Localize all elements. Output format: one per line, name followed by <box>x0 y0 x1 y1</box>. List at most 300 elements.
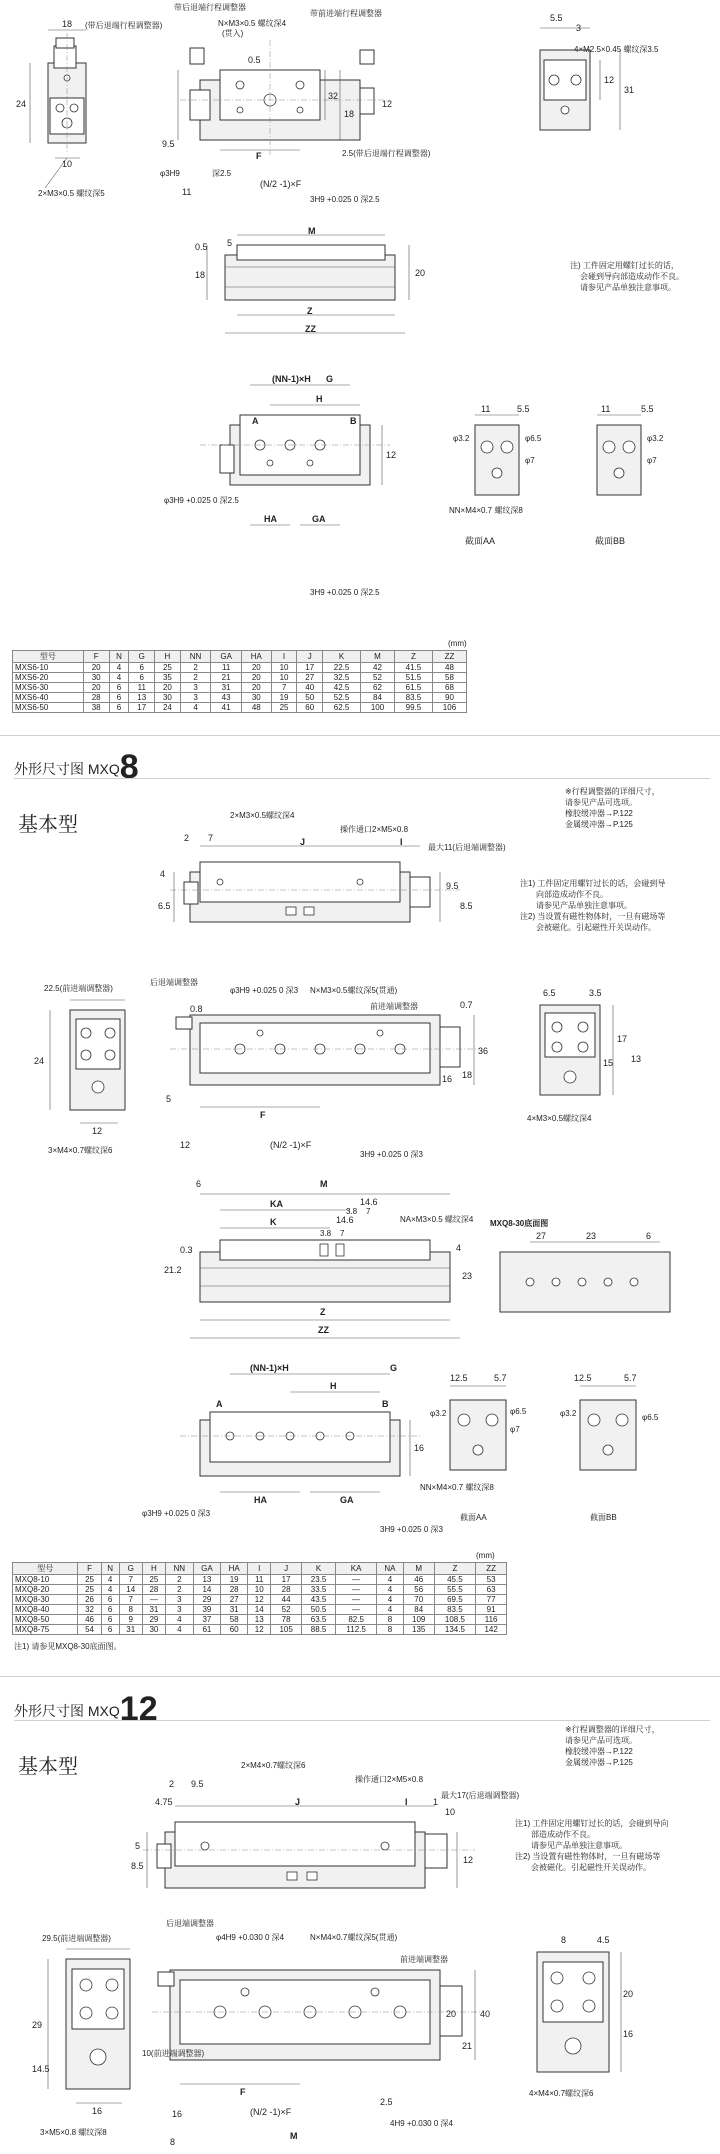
mxq8-30-dim-27a: 27 <box>536 1231 547 1241</box>
mxq8-table-header-row <box>13 1563 507 1575</box>
mxs-table-cell: 100 <box>361 703 395 713</box>
mxq8-table-unit: (mm) <box>476 1551 495 1560</box>
mxs-v5-dim-b: B <box>350 416 357 426</box>
mxq8-bb-d32: φ3.2 <box>560 1409 577 1418</box>
mxs-v2-rear-adjuster: 带后退端行程调整器 <box>174 3 246 12</box>
mxq8-table-cell: 6 <box>101 1605 119 1615</box>
mxs-table-cell: 6 <box>109 693 129 703</box>
mxq8-section-bb-drawing <box>560 1370 670 1530</box>
mxq8-plan-dim-zz: ZZ <box>318 1325 329 1335</box>
mxs-v2-pin-depth: 深2.5 <box>212 169 232 178</box>
mxs-plan-view <box>195 225 435 355</box>
mxq8-lower-dim-a: A <box>216 1399 223 1409</box>
mxq8-table-header-cell: M <box>403 1563 434 1575</box>
mxs-table-row <box>13 703 467 713</box>
mxq12-side-view-drawing <box>30 1935 150 2145</box>
mxq8-top-dim-65: 6.5 <box>158 901 171 911</box>
mxq12-header-rule <box>14 1720 710 1721</box>
mxs-v4-dim-5: 5 <box>227 238 233 248</box>
mxq12-top-dim-12: 12 <box>463 1855 474 1865</box>
mxq8-30-dim-23: 23 <box>586 1231 597 1241</box>
mxs-section-bb-drawing <box>575 405 685 555</box>
mxq8-30-bottom-view <box>490 1220 680 1330</box>
mxq8-plan-view <box>160 1180 480 1350</box>
mxq8-end-dim-65: 6.5 <box>543 988 556 998</box>
mxs-v5-dim-g: G <box>326 374 334 384</box>
mxq8-table-header-cell: I <box>248 1563 271 1575</box>
mxq12-front-dim-f: F <box>240 2087 246 2097</box>
mxq8-table-cell: — <box>336 1595 377 1605</box>
mxs-table-cell: 106 <box>432 703 466 713</box>
mxs-table-cell: 41 <box>211 703 242 713</box>
mxq8-front-front-adj: 前进端调整器 <box>370 1002 418 1011</box>
mxq8-plan-dim-z: Z <box>320 1307 326 1317</box>
mxq12-ref-line-2: 请参见产品可选项。 <box>565 1736 637 1745</box>
mxq8-header-rule <box>14 778 710 779</box>
mxq8-plan-dim-23: 23 <box>462 1271 473 1281</box>
mxs-table-cell: MXS6-10 <box>13 663 84 673</box>
mxq8-table-cell: 8 <box>377 1625 404 1635</box>
mxs-side-view <box>10 8 110 198</box>
mxq8-table-cell: 63 <box>476 1585 507 1595</box>
mxq8-table-cell: 14 <box>193 1585 221 1595</box>
mxq8-table-row <box>13 1625 507 1635</box>
mxq8-lower-dim-ga: GA <box>340 1495 354 1505</box>
mxq8-table-cell: 55.5 <box>434 1585 476 1595</box>
mxs-aa-d7: φ7 <box>525 456 535 465</box>
mxs-table-cell: 17 <box>297 663 323 673</box>
mxs-table-cell: 20 <box>241 673 271 683</box>
mxs-bb-label: 截面BB <box>595 536 626 546</box>
mxq12-note-line-2: 部造成动作不良。 <box>531 1830 595 1839</box>
mxq8-side-dim-12: 12 <box>92 1126 103 1136</box>
mxs-v5-dim-h: H <box>316 394 323 404</box>
mxq8-table-cell: 116 <box>476 1615 507 1625</box>
mxq8-table-cell: 135 <box>403 1625 434 1635</box>
mxq8-plan-dim-7b: 7 <box>340 1229 345 1238</box>
mxs-bb-dim-11: 11 <box>601 404 611 414</box>
mxq8-top-port: 操作通口2×M5×0.8 <box>340 825 409 834</box>
mxq8-note-line-3: 请参见产品单独注意事项。 <box>536 901 632 910</box>
mxs-v2-front-adjuster: 带前进端行程调整器 <box>310 9 382 18</box>
mxs-v1-dim-24: 24 <box>16 99 27 109</box>
mxq8-front-dim-07: 0.7 <box>460 1000 473 1010</box>
mxq8-table-cell: 88.5 <box>301 1625 335 1635</box>
mxq12-ref-line-4: 金属缓冲器→P.125 <box>565 1758 633 1767</box>
mxq12-ref-note <box>565 1726 660 1767</box>
mxq8-plan-dim-212: 21.2 <box>164 1265 182 1275</box>
mxq8-table-cell: 29 <box>142 1615 165 1625</box>
mxq8-front-bottom: 3H9 +0.025 0 深3 <box>360 1150 423 1159</box>
mxs-section-aa <box>445 405 555 555</box>
mxs-table-cell: 58 <box>432 673 466 683</box>
mxs-table-unit: (mm) <box>448 639 467 648</box>
mxq8-30-dim-6: 6 <box>646 1231 652 1241</box>
mxq8-30-bottom-drawing <box>490 1220 680 1330</box>
mxq8-table-cell: 4 <box>377 1585 404 1595</box>
mxq8-ref-line-3: 橡胶缓冲器→P.122 <box>565 809 633 818</box>
mxq8-front-dim-36: 36 <box>478 1046 489 1056</box>
mxq8-table-cell: 26 <box>78 1595 101 1605</box>
mxq8-table-cell: 27 <box>221 1595 248 1605</box>
mxq8-table-cell: 63.5 <box>301 1615 335 1625</box>
mxq8-table-cell: 4 <box>165 1625 193 1635</box>
mxs-table-row <box>13 673 467 683</box>
mxs-table-cell: 22.5 <box>323 663 361 673</box>
mxq8-table-row <box>13 1595 507 1605</box>
mxs-v3-dim-12: 12 <box>604 75 615 85</box>
mxq8-table-cell: 23.5 <box>301 1575 335 1585</box>
mxs-table-row <box>13 683 467 693</box>
mxs-table-cell: 90 <box>432 693 466 703</box>
mxq8-table-header-cell: NN <box>165 1563 193 1575</box>
mxq8-plan-dim-38b: 3.8 <box>320 1229 332 1238</box>
mxq12-front-view <box>142 1919 495 2145</box>
mxq8-table-cell: 69.5 <box>434 1595 476 1605</box>
mxs-aa-d32: φ3.2 <box>453 434 470 443</box>
mxq8-plan-dim-146a: 14.6 <box>360 1197 378 1207</box>
mxq8-table-cell: 91 <box>476 1605 507 1615</box>
mxq8-header-num: 8 <box>119 748 139 786</box>
mxs-table-cell: 38 <box>83 703 109 713</box>
mxq8-table-row <box>13 1575 507 1585</box>
mxq8-table-cell: 4 <box>377 1575 404 1585</box>
mxs-note-line-2: 会碰到导向部造成动作不良。 <box>580 272 684 281</box>
mxs-table-cell: 61.5 <box>394 683 432 693</box>
mxq12-end-dim-16: 16 <box>623 2029 634 2039</box>
mxs-table-cell: 6 <box>109 703 129 713</box>
mxq8-table-cell: 7 <box>119 1595 142 1605</box>
mxs-table-cell: 42 <box>361 663 395 673</box>
mxq12-end-dim-45: 4.5 <box>597 1935 610 1945</box>
mxs-table-cell: MXS6-40 <box>13 693 84 703</box>
mxq8-table-cell: 28 <box>271 1585 302 1595</box>
mxq8-top-dim-4: 4 <box>160 869 166 879</box>
mxq8-front-dim-12: 12 <box>180 1140 191 1150</box>
mxq8-table-header-cell: KA <box>336 1563 377 1575</box>
mxq8-30-bottom-label: MXQ8-30底面图 <box>490 1219 549 1228</box>
mxq8-table-cell: 33.5 <box>301 1585 335 1595</box>
mxq8-table-cell: 105 <box>271 1625 302 1635</box>
mxs-dimension-table <box>12 650 467 713</box>
mxq8-lower-dim-b: B <box>382 1399 389 1409</box>
mxs-v5-dim-ga: GA <box>312 514 326 524</box>
mxq8-table-cell: 58 <box>221 1615 248 1625</box>
mxs-v2-dim-12: 12 <box>382 99 393 109</box>
mxq8-aa-thread: NN×M4×0.7 螺纹深8 <box>420 1483 494 1492</box>
mxq12-front-thread-n: N×M4×0.7螺纹深5(贯通) <box>310 1933 398 1942</box>
mxq8-bb-label: 截面BB <box>590 1513 617 1522</box>
mxq12-front-dim-40: 40 <box>480 2009 491 2019</box>
mxq8-table-cell: 25 <box>142 1575 165 1585</box>
mxq8-table-cell: 108.5 <box>434 1615 476 1625</box>
mxq8-table-cell: 8 <box>377 1615 404 1625</box>
mxs-table-cell: 10 <box>271 673 297 683</box>
mxs-v2-nn-formula: (N/2 -1)×F <box>260 179 302 189</box>
mxq8-table-cell: MXQ8-10 <box>13 1575 78 1585</box>
mxs-v2-bottom-hole: 3H9 +0.025 0 深2.5 <box>310 195 380 204</box>
mxq12-end-thread: 4×M4×0.7螺纹深6 <box>529 2089 594 2098</box>
mxs-v4-dim-20: 20 <box>415 268 426 278</box>
mxq8-table-cell: 52 <box>271 1605 302 1615</box>
mxq8-table-cell: — <box>142 1595 165 1605</box>
mxq8-table-footnote: 注1) 请参见MXQ8-30底面图。 <box>14 1642 122 1651</box>
mxq12-side-thread: 3×M5×0.8 螺纹深8 <box>40 2128 107 2137</box>
mxq12-front-nn: (N/2 -1)×F <box>250 2107 292 2117</box>
mxs-table-header-cell: 型号 <box>13 651 84 663</box>
mxs-table-cell: 27 <box>297 673 323 683</box>
mxq8-end-dim-13: 13 <box>631 1054 642 1064</box>
mxq8-table-header-cell: NA <box>377 1563 404 1575</box>
mxq8-table-cell: 70 <box>403 1595 434 1605</box>
mxs-bb-d7: φ7 <box>647 456 657 465</box>
mxs-v4-dim-18: 18 <box>195 270 206 280</box>
mxq8-table-header-cell: ZZ <box>476 1563 507 1575</box>
mxq12-note-line-5: 会被磁化。引起磁性开关误动作。 <box>531 1863 651 1872</box>
mxs-aa-label: 截面AA <box>465 536 496 546</box>
mxq8-note <box>520 880 665 932</box>
mxs-table-cell: 41.5 <box>394 663 432 673</box>
mxs-table-cell: 62 <box>361 683 395 693</box>
mxq8-section-bb <box>560 1370 670 1530</box>
mxq8-table-cell: 83.5 <box>434 1605 476 1615</box>
mxq8-table-cell: 14 <box>119 1585 142 1595</box>
mxq8-table-cell: 12 <box>248 1595 271 1605</box>
mxq8-front-dim-16: 16 <box>442 1074 453 1084</box>
mxs-table-cell: 6 <box>129 673 155 683</box>
mxs-table-cell: 20 <box>155 683 181 693</box>
mxs-v5-dim-a: A <box>252 416 259 426</box>
mxs-adjuster-view <box>160 365 410 605</box>
mxq8-table-cell: 9 <box>119 1615 142 1625</box>
mxq8-table-cell: 29 <box>193 1595 221 1605</box>
mxs-table-cell: MXS6-30 <box>13 683 84 693</box>
mxq12-top-thread: 2×M4×0.7螺纹深6 <box>241 1761 306 1770</box>
mxs-table-cell: 51.5 <box>394 673 432 683</box>
mxs-v2-dim-f: F <box>256 151 262 161</box>
mxq8-table-cell: 6 <box>101 1595 119 1605</box>
mxq8-table-cell: 13 <box>193 1575 221 1585</box>
mxs-table-cell: 25 <box>155 663 181 673</box>
mxq12-end-view <box>525 1930 655 2120</box>
mxs-table-cell: 4 <box>180 703 211 713</box>
mxs-table-cell: MXS6-20 <box>13 673 84 683</box>
mxq8-table-cell: 8 <box>119 1605 142 1615</box>
mxs-table-cell: 7 <box>271 683 297 693</box>
mxs-v1-dim-18: 18 <box>62 19 73 29</box>
mxs-table-cell: 62.5 <box>323 703 361 713</box>
mxq8-table-header-cell: H <box>142 1563 165 1575</box>
mxs-adjuster-view-drawing <box>160 365 410 605</box>
mxs-section-bb <box>575 405 685 555</box>
mxq8-table-cell: 84 <box>403 1605 434 1615</box>
mxs-table-cell: 11 <box>211 663 242 673</box>
mxs-table-cell: 2 <box>180 673 211 683</box>
mxq8-lower-pin: φ3H9 +0.025 0 深3 <box>142 1509 211 1518</box>
mxs-table-cell: 20 <box>241 663 271 673</box>
mxq8-front-dim-f: F <box>260 1110 266 1120</box>
mxq8-table-cell: 78 <box>271 1615 302 1625</box>
mxq8-front-view-drawing <box>160 975 500 1170</box>
mxq12-top-dim-10: 10 <box>445 1807 456 1817</box>
mxs-table-cell: 19 <box>271 693 297 703</box>
mxs-table-cell: 28 <box>83 693 109 703</box>
mxq8-table-cell: MXQ8-20 <box>13 1585 78 1595</box>
mxq8-table-cell: 13 <box>248 1615 271 1625</box>
mxs-v2-dim-18: 18 <box>344 109 355 119</box>
mxs-note-line-1: 注) 工件固定用螺钉过长的话， <box>570 261 679 270</box>
mxq8-bb-d65: φ6.5 <box>642 1413 659 1422</box>
mxq8-table-cell: 82.5 <box>336 1615 377 1625</box>
mxq12-front-rear-adj: 后退端调整器 <box>166 1919 214 1928</box>
mxq8-table-cell: 31 <box>119 1625 142 1635</box>
mxs-table-row <box>13 663 467 673</box>
mxq8-table-cell: 19 <box>221 1575 248 1585</box>
mxq12-top-dim-85: 8.5 <box>131 1861 144 1871</box>
mxs-table-cell: 25 <box>271 703 297 713</box>
mxq8-side-view <box>30 985 150 1165</box>
mxq12-end-dim-8: 8 <box>561 1935 567 1945</box>
mxs-table-cell: 60 <box>297 703 323 713</box>
mxs-v4-dim-zz: ZZ <box>305 324 316 334</box>
mxq12-note-line-4: 注2) 当设置有磁性物体时，一旦有磁场等 <box>515 1852 661 1861</box>
mxq8-table-cell: 4 <box>101 1585 119 1595</box>
mxq8-plan-dim-146b: 14.6 <box>336 1215 354 1225</box>
mxq12-header <box>14 1690 158 1729</box>
mxq8-table-cell: 10 <box>248 1585 271 1595</box>
mxq8-top-dim-j: J <box>300 837 306 847</box>
mxs-table-cell: 4 <box>109 663 129 673</box>
mxq8-top-dim-2: 2 <box>184 833 190 843</box>
mxq8-note-line-5: 会被磁化。引起磁性开关误动作。 <box>536 923 656 932</box>
mxq8-table-cell: 25 <box>78 1575 101 1585</box>
mxs-table-header-cell: G <box>129 651 155 663</box>
mxq12-top-port: 操作通口2×M5×0.8 <box>355 1775 424 1784</box>
mxq8-table-cell: 134.5 <box>434 1625 476 1635</box>
mxq8-table-cell: — <box>336 1605 377 1615</box>
mxs-table-cell: 20 <box>241 683 271 693</box>
mxq8-header-prefix: 外形尺寸图 MXQ <box>14 761 120 777</box>
mxq8-table-cell: 43.5 <box>301 1595 335 1605</box>
mxs-table-cell: 68 <box>432 683 466 693</box>
mxs-table-cell: 35 <box>155 673 181 683</box>
mxs-aa-d65: φ6.5 <box>525 434 542 443</box>
mxq12-front-bottom: 4H9 +0.030 0 深4 <box>390 2119 453 2128</box>
mxq8-table-cell: 28 <box>142 1585 165 1595</box>
mxq8-table-cell: 3 <box>165 1605 193 1615</box>
mxs-v3-dim-31: 31 <box>624 85 635 95</box>
mxq8-plan-dim-4: 4 <box>456 1243 462 1253</box>
mxq8-table-header-cell: N <box>101 1563 119 1575</box>
mxq8-lower-dim-ha: HA <box>254 1495 267 1505</box>
mxq8-table-cell: 12 <box>248 1625 271 1635</box>
mxs-table-cell: 83.5 <box>394 693 432 703</box>
mxq8-table-cell: 46 <box>78 1615 101 1625</box>
mxq12-top-dim-2: 2 <box>169 1779 175 1789</box>
mxs-table-cell: 20 <box>83 663 109 673</box>
mxq12-note-line-3: 请参见产品单独注意事项。 <box>531 1841 627 1850</box>
mxs-table-header-cell: M <box>361 651 395 663</box>
mxq8-bb-d57: 5.7 <box>624 1373 637 1383</box>
mxs-note-line-3: 请参见产品单独注意事项。 <box>580 283 676 292</box>
mxs-v5-dim-12: 12 <box>386 450 397 460</box>
mxq12-front-dim-16: 16 <box>172 2109 183 2119</box>
mxq8-table-cell: 2 <box>165 1575 193 1585</box>
mxq8-table-cell: 109 <box>403 1615 434 1625</box>
mxq8-aa-d32: φ3.2 <box>430 1409 447 1418</box>
mxs-table-cell: 20 <box>83 683 109 693</box>
mxq8-plan-dim-38a: 3.8 <box>346 1207 358 1216</box>
mxs-front-view <box>160 0 431 210</box>
mxs-v5-dim-ha: HA <box>264 514 277 524</box>
mxq8-section-aa <box>420 1370 540 1530</box>
mxs-table-cell: 30 <box>241 693 271 703</box>
mxq8-note-line-4: 注2) 当设置有磁性物体时，一旦有磁场等 <box>520 912 666 921</box>
mxq8-table-cell: MXQ8-75 <box>13 1625 78 1635</box>
mxq8-table-cell: 31 <box>142 1605 165 1615</box>
mxq8-table-cell: 17 <box>271 1575 302 1585</box>
mxs-table-cell: 3 <box>180 693 211 703</box>
mxs-v2-through: (贯入) <box>222 29 244 38</box>
mxs-table-cell: 3 <box>180 683 211 693</box>
mxq8-table-header-cell: HA <box>221 1563 248 1575</box>
mxs-bb-dim-55: 5.5 <box>641 404 654 414</box>
mxs-table-cell: 32.5 <box>323 673 361 683</box>
mxq8-front-view <box>150 975 500 1170</box>
mxq12-header-num: 12 <box>119 1690 158 1728</box>
mxs-note <box>570 262 718 292</box>
mxs-table-cell: 48 <box>432 663 466 673</box>
mxq12-top-view <box>131 1761 520 1912</box>
mxq8-plan-dim-7a: 7 <box>366 1207 371 1216</box>
mxs-section-aa-drawing <box>445 405 555 555</box>
mxq12-front-dim-21: 21 <box>462 2041 473 2051</box>
mxs-end-view <box>520 10 680 150</box>
mxs-v2-dim-05: 0.5 <box>248 55 261 65</box>
mxq12-side-dim-16: 16 <box>92 2106 103 2116</box>
mxq8-end-dim-17: 17 <box>617 1034 628 1044</box>
mxs-v2-pin-hole: φ3H9 <box>160 169 180 178</box>
mxs-table-header-cell: F <box>83 651 109 663</box>
mxq8-end-dim-15: 15 <box>603 1058 614 1068</box>
page-number: 8 <box>170 2137 176 2147</box>
mxq8-table-cell: 61 <box>193 1625 221 1635</box>
mxs-table-cell: 31 <box>211 683 242 693</box>
mxq8-table-cell: 53 <box>476 1575 507 1585</box>
mxq8-table-row <box>13 1615 507 1625</box>
mxs-aa-thread: NN×M4×0.7 螺纹深8 <box>449 506 523 515</box>
mxq8-top-max: 最大11(后退端调整器) <box>428 843 506 852</box>
mxs-table-cell: 11 <box>129 683 155 693</box>
mxs-table-cell: 10 <box>271 663 297 673</box>
mxq8-front-dim-08: 0.8 <box>190 1004 203 1014</box>
mxq8-table-cell: 4 <box>377 1605 404 1615</box>
mxq8-table-cell: 56 <box>403 1585 434 1595</box>
mxq8-table-row <box>13 1605 507 1615</box>
mxs-v5-bottom-hole: 3H9 +0.025 0 深2.5 <box>310 588 380 597</box>
mxs-table-cell: 6 <box>129 663 155 673</box>
mxq8-lower-dim-g: G <box>390 1363 398 1373</box>
mxs-v4-dim-m: M <box>308 226 316 236</box>
mxq8-table-cell: 7 <box>119 1575 142 1585</box>
mxs-table-cell: 6 <box>109 683 129 693</box>
mxs-table-header-cell: NN <box>180 651 211 663</box>
mxq12-top-dim-95: 9.5 <box>191 1779 204 1789</box>
mxq12-side-dim-29: 29 <box>32 2020 43 2030</box>
mxq8-table-header-cell: 型号 <box>13 1563 78 1575</box>
mxq8-table-cell: 142 <box>476 1625 507 1635</box>
mxq8-bb-d125: 12.5 <box>574 1373 592 1383</box>
